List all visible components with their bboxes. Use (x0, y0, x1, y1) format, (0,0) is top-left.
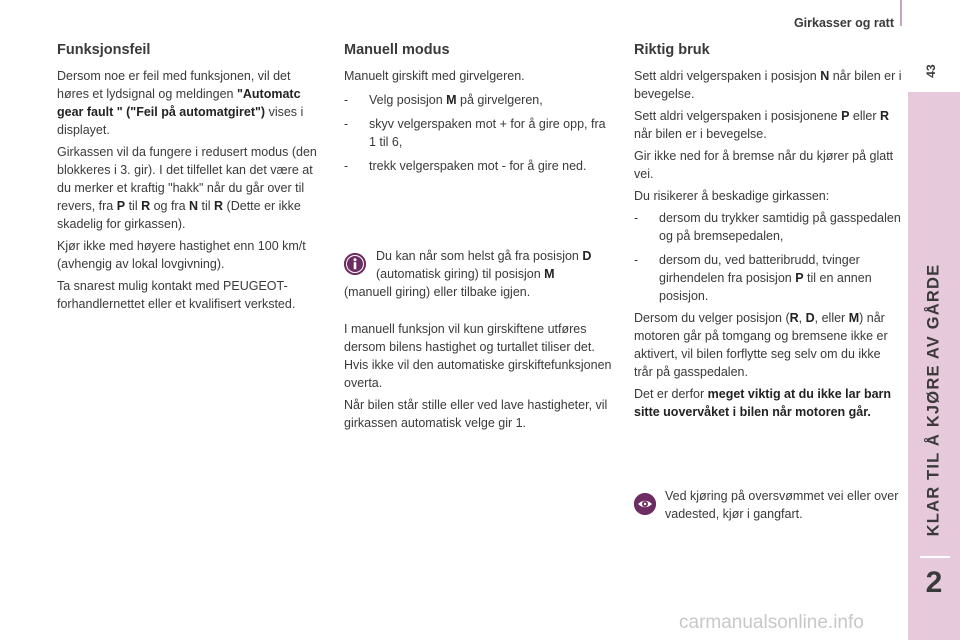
paragraph-standstill: Når bilen står stille eller ved lave hastigheter, vil girkassen automatisk velge gir 1. (344, 398, 608, 430)
section-heading: Manuell modus (344, 42, 450, 58)
eye-note: Ved kjøring på oversvømmet vei eller over vadested, kjør i gangfart. (634, 487, 902, 523)
running-header-title: Girkasser og ratt (793, 16, 894, 30)
section-heading: Funksjonsfeil (57, 42, 151, 58)
paragraph-park-reverse: Sett aldri velgerspaken i posisjonene P eller R når bilen er i bevegelse. (634, 109, 890, 141)
eye-icon (634, 493, 656, 515)
paragraph-speed-limit: Kjør ikke med høyere hastighet enn 100 km/t (avhengig av lokal lovgivning). (57, 239, 306, 271)
header-rule (900, 0, 902, 26)
list-item: - dersom du trykker samtidig på gasspedalen og på bremsepedalen, (634, 209, 902, 245)
list-item: - Velg posisjon M på girvelgeren, (344, 91, 614, 109)
page-number: 43 (924, 64, 938, 78)
watermark: carmanualsonline.info (679, 612, 864, 633)
paragraph-slippery-road: Gir ikke ned for å bremse når du kjører på glatt vei. (634, 149, 894, 181)
paragraph-contact-dealer: Ta snarest mulig kontakt med PEUGEOT-forhandlernettet eller et kvalifisert verksted. (57, 279, 296, 311)
chapter-number: 2 (925, 566, 943, 599)
list-item: - trekk velgerspaken mot - for å gire ned. (344, 157, 614, 175)
paragraph-creep: Dersom du velger posisjon (R, D, eller M) når motoren går på tomgang og bremsene ikke er aktivert, vil bilen forflytte seg selv om du ikke trår på gasspedalen. (634, 311, 888, 379)
manual-steps-list (344, 91, 614, 181)
info-icon (344, 253, 366, 275)
paragraph-manual-function: I manuell funksjon vil kun girskiftene utføres dersom bilens hastighet og turtallet tiliser det. Hvis ikke vil den automatiske girskiftefunksjonen overta. (344, 322, 612, 390)
section-heading: Riktig bruk (634, 42, 710, 58)
paragraph-risk: Du risikerer å beskadige girkassen: (634, 189, 830, 203)
paragraph-children-warning: Det er derfor meget viktig at du ikke lar barn sitte uovervåket i bilen når motoren går. (634, 387, 892, 419)
paragraph-neutral: Sett aldri velgerspaken i posisjon N når bilen er i bevegelse. (634, 69, 902, 101)
risk-list (634, 209, 902, 305)
list-item: - dersom du, ved batteribrudd, tvinger girhendelen fra posisjon P til en annen posisjon. (634, 251, 902, 305)
paragraph-intro: Manuelt girskift med girvelgeren. (344, 69, 525, 83)
paragraph-fault-message: Dersom noe er feil med funksjonen, vil det høres et lydsignal og meldingen "Automatc gear fault " ("Feil på automatgiret") vises i displayet. (57, 69, 304, 137)
paragraph-reduced-mode: Girkassen vil da fungere i redusert modus (den blokkeres i 3. gir). I det tilfellet kan det være at du merker et kraftig "hakk" når du går over til revers, fra P til R og fra N til R (Dette er ikke skadelig for girkassen). (57, 145, 317, 231)
info-note: Du kan når som helst gå fra posisjon D (automatisk giring) til posisjon M (manuell giring) eller tilbake igjen. (344, 249, 592, 299)
chapter-divider (920, 556, 950, 558)
chapter-title: KLAR TIL Å KJØRE AV GÅRDE (924, 263, 943, 537)
list-item: - skyv velgerspaken mot + for å gire opp, fra 1 til 6, (344, 115, 614, 151)
